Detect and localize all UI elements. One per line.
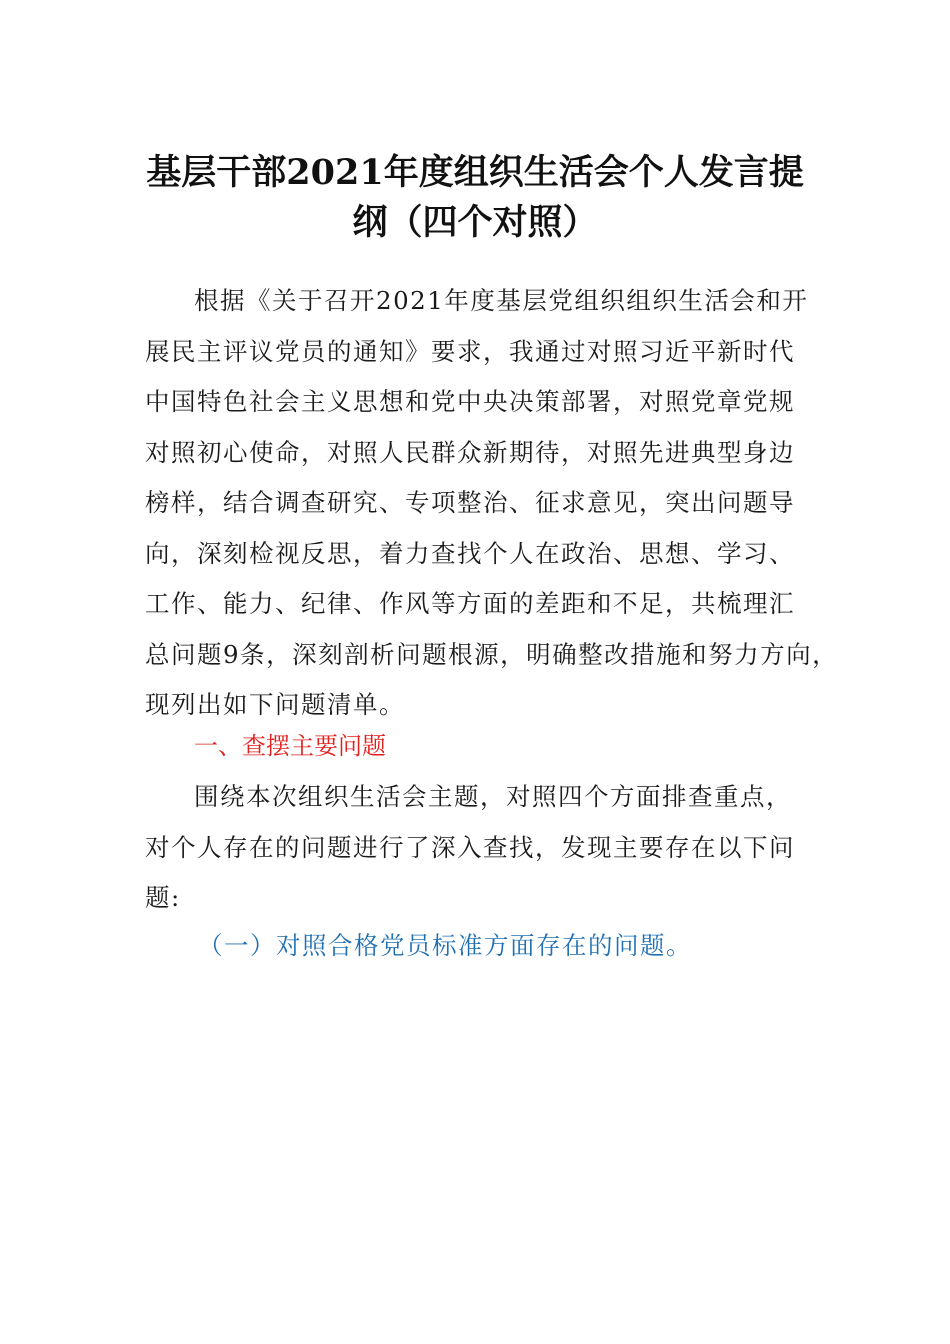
- intro-line: 向，深刻检视反思，着力查找个人在政治、思想、学习、: [145, 538, 795, 568]
- section-line: 对个人存在的问题进行了深入查找，发现主要存在以下问: [145, 832, 795, 862]
- intro-line: 根据《关于召开2021年度基层党组织组织生活会和开: [194, 286, 809, 315]
- section-line: 围绕本次组织生活会主题，对照四个方面排查重点，: [194, 782, 792, 811]
- intro-line: 工作、能力、纪律、作风等方面的差距和不足，共梳理汇: [145, 589, 795, 618]
- intro-line: 展民主评议党员的通知》要求，我通过对照习近平新时代: [145, 336, 795, 366]
- section-line: 题:: [145, 883, 181, 912]
- document-title: [140, 148, 810, 248]
- intro-line: 中国特色社会主义思想和党中央决策部署，对照党章党规: [145, 387, 795, 416]
- subsection-heading: （一）对照合格党员标准方面存在的问题。: [198, 931, 692, 960]
- intro-line: 总问题9条，深刻剖析问题根源，明确整改措施和努力方向，: [145, 639, 839, 669]
- intro-line: 对照初心使命，对照人民群众新期待，对照先进典型身边: [145, 437, 795, 467]
- section-paragraph: [145, 772, 820, 924]
- title-line-2: 纲（四个对照）: [352, 202, 598, 243]
- intro-line: 榜样，结合调查研究、专项整治、征求意见，突出问题导: [145, 488, 795, 517]
- intro-line: 现列出如下问题清单。: [145, 690, 405, 719]
- intro-paragraph: [145, 276, 839, 731]
- section-heading: 一、查摆主要问题: [194, 732, 386, 760]
- title-line-1: 基层干部2021年度组织生活会个人发言提: [146, 152, 804, 193]
